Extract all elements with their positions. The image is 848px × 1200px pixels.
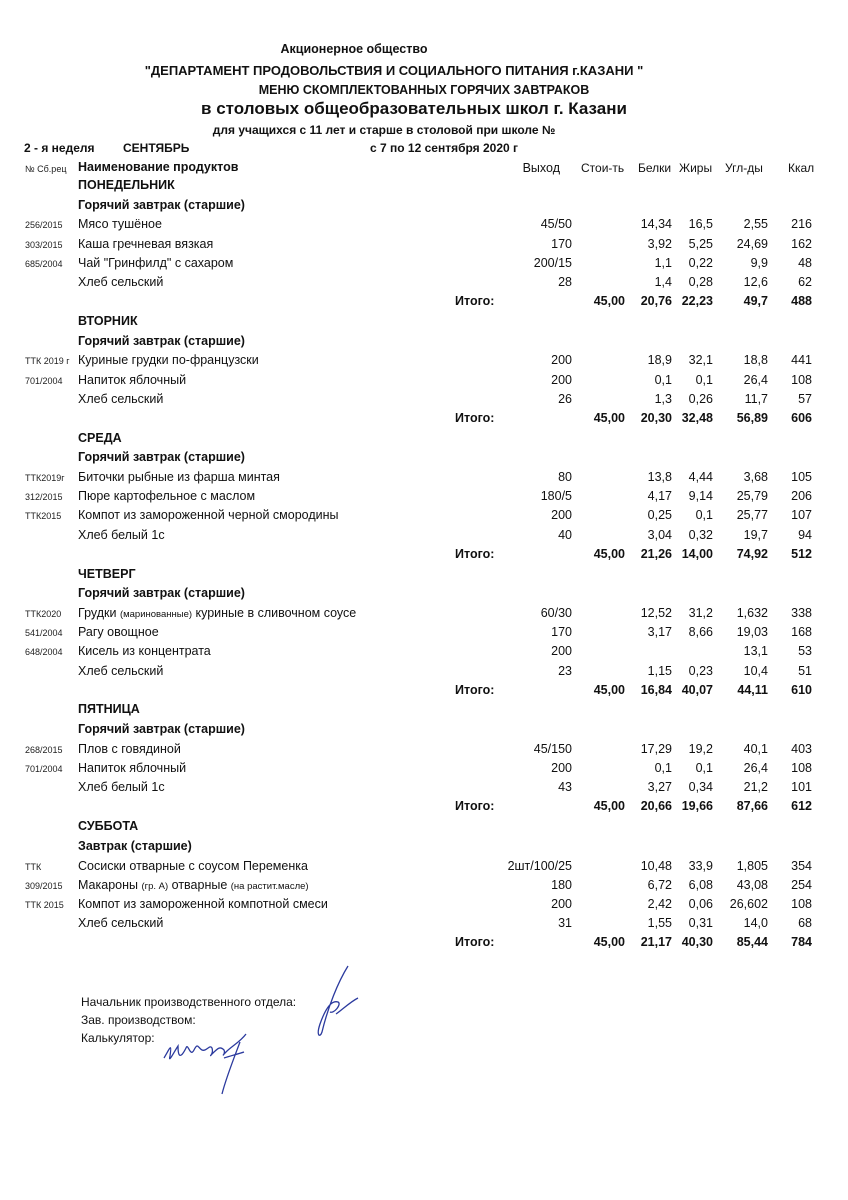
carbs-value: 12,6 (743, 275, 768, 289)
protein-value: 3,92 (647, 236, 672, 251)
output-value: 45/150 (533, 741, 572, 756)
recipe-code: 256/2015 (25, 220, 63, 231)
recipe-code: 268/2015 (25, 744, 63, 755)
protein-value: 1,1 (654, 255, 672, 270)
output-value: 200 (551, 508, 572, 523)
output-value: 28 (558, 275, 572, 289)
total-kcal: 610 (791, 682, 812, 697)
output-value: 200 (551, 896, 572, 911)
carbs-value: 19,03 (736, 625, 768, 640)
dish-name: Куриные грудки по-французски (78, 353, 259, 368)
signature-mark-calculator (160, 1028, 280, 1098)
column-header-protein: Белки (638, 161, 672, 175)
kcal-value: 108 (791, 372, 812, 387)
kcal-value: 51 (798, 663, 812, 678)
kcal-value: 94 (798, 527, 812, 542)
total-fat: 14,00 (681, 546, 713, 561)
total-label: Итого: (455, 546, 495, 561)
fat-value: 0,34 (688, 780, 713, 795)
total-label: Итого: (455, 294, 495, 309)
recipe-code: 312/2015 (25, 492, 63, 503)
fat-value: 0,1 (695, 761, 713, 775)
output-value: 200 (551, 353, 572, 368)
recipe-code: ТТК2019г (25, 473, 65, 483)
header-org-type: Акционерное общество (280, 42, 428, 56)
dish-name: Хлеб сельский (78, 391, 164, 406)
dish-name: Компот из замороженной компотной смеси (78, 896, 328, 911)
protein-value: 12,52 (640, 605, 672, 620)
carbs-value: 14,0 (743, 916, 768, 931)
total-label: Итого: (455, 410, 495, 425)
carbs-value: 19,7 (743, 527, 768, 542)
recipe-code: ТТК (25, 861, 42, 872)
carbs-value: 10,4 (743, 663, 768, 678)
recipe-code: 701/2004 (25, 375, 63, 386)
dish-name (78, 878, 309, 892)
output-value: 80 (558, 470, 572, 484)
total-kcal: 784 (791, 935, 812, 950)
total-label: Итого: (455, 799, 495, 814)
dish-name: Напиток яблочный (78, 761, 187, 775)
protein-value: 6,72 (647, 877, 672, 892)
total-fat: 40,30 (681, 935, 713, 950)
kcal-value: 441 (791, 353, 812, 368)
kcal-value: 206 (791, 489, 812, 504)
column-header-code: № Сб.рец (25, 164, 67, 174)
fat-value: 16,5 (688, 217, 713, 232)
carbs-value: 1,805 (736, 858, 768, 873)
carbs-value: 9,9 (750, 255, 768, 270)
day-heading: ЧЕТВЕРГ (78, 566, 136, 581)
day-heading: СРЕДА (78, 430, 122, 445)
output-value: 45/50 (540, 217, 572, 232)
dish-name: Хлеб сельский (78, 916, 164, 931)
total-carbs: 49,7 (743, 294, 768, 309)
protein-value: 14,34 (640, 217, 672, 232)
carbs-value: 26,4 (743, 372, 768, 387)
week-label: 2 - я неделя (24, 141, 95, 155)
dish-name-part: Грудки (78, 605, 120, 620)
dish-name: Рагу овощное (78, 625, 159, 640)
header-org-name: "ДЕПАРТАМЕНТ ПРОДОВОЛЬСТВИЯ И СОЦИАЛЬНОГО ПИТАНИЯ г.КАЗАНИ " (144, 63, 644, 78)
meal-heading: Горячий завтрак (старшие) (78, 197, 245, 212)
kcal-value: 354 (791, 858, 812, 873)
fat-value: 32,1 (688, 353, 713, 368)
total-cost: 45,00 (593, 799, 625, 814)
output-value: 43 (558, 780, 572, 795)
total-cost: 45,00 (593, 682, 625, 697)
output-value: 31 (558, 916, 572, 931)
signature-production-manager: Зав. производством: (81, 1013, 196, 1027)
kcal-value: 168 (791, 625, 812, 640)
carbs-value: 11,7 (744, 391, 768, 406)
recipe-code: 541/2004 (25, 628, 63, 639)
day-heading: СУББОТА (78, 819, 139, 834)
kcal-value: 162 (791, 236, 812, 251)
meal-heading: Горячий завтрак (старшие) (78, 450, 245, 465)
total-carbs: 74,92 (736, 546, 768, 561)
recipe-code: 309/2015 (25, 880, 63, 891)
fat-value: 33,9 (688, 858, 713, 873)
dish-name: Хлеб белый 1с (78, 527, 165, 542)
total-cost: 45,00 (593, 294, 625, 309)
fat-value: 0,28 (688, 275, 713, 289)
total-label: Итого: (455, 935, 495, 950)
carbs-value: 25,79 (736, 489, 768, 504)
protein-value: 1,15 (647, 663, 672, 678)
carbs-value: 26,4 (743, 761, 768, 775)
recipe-code: 648/2004 (25, 647, 63, 658)
dish-name: Плов с говядиной (78, 741, 181, 756)
total-protein: 16,84 (640, 682, 672, 697)
signature-head-of-production: Начальник производственного отдела: (81, 995, 297, 1009)
recipe-code: ТТК2020 (25, 608, 62, 619)
signature-mark-head (308, 962, 368, 1042)
dish-name-part: куриные в сливочном соусе (192, 605, 357, 620)
protein-value: 0,1 (654, 761, 672, 775)
fat-value: 0,1 (695, 372, 713, 387)
header-schools: в столовых общеобразовательных школ г. Казани (201, 99, 627, 118)
fat-value: 0,23 (688, 663, 713, 678)
kcal-value: 101 (791, 780, 812, 795)
output-value: 170 (551, 625, 572, 640)
fat-value: 4,44 (688, 470, 713, 484)
day-heading: ПЯТНИЦА (78, 702, 140, 717)
kcal-value: 57 (798, 391, 812, 406)
meal-heading: Горячий завтрак (старшие) (78, 333, 245, 348)
kcal-value: 403 (791, 741, 812, 756)
protein-value: 3,27 (647, 780, 672, 795)
fat-value: 19,2 (688, 741, 713, 756)
dish-name: Биточки рыбные из фарша минтая (78, 470, 280, 484)
total-kcal: 488 (791, 294, 812, 309)
carbs-value: 13,1 (743, 644, 768, 659)
kcal-value: 68 (798, 916, 812, 931)
fat-value: 6,08 (688, 877, 713, 892)
output-value: 40 (558, 527, 572, 542)
day-heading: ВТОРНИК (78, 313, 138, 328)
protein-value: 3,04 (647, 527, 672, 542)
fat-value: 0,1 (695, 508, 713, 523)
protein-value: 4,17 (647, 489, 672, 504)
protein-value: 1,4 (654, 275, 672, 289)
dish-name: Сосиски отварные с соусом Переменка (78, 858, 308, 873)
total-protein: 21,17 (640, 935, 672, 950)
column-header-fat: Жиры (679, 161, 713, 175)
fat-value: 5,25 (688, 236, 713, 251)
total-kcal: 512 (791, 546, 812, 561)
total-protein: 20,76 (640, 294, 672, 309)
protein-value: 2,42 (647, 896, 672, 911)
day-heading: ПОНЕДЕЛЬНИК (78, 178, 175, 192)
dish-name: Напиток яблочный (78, 372, 187, 387)
total-kcal: 606 (791, 410, 812, 425)
column-header-carbs: Угл-ды (725, 161, 763, 175)
output-value: 200 (551, 372, 572, 387)
total-cost: 45,00 (593, 935, 625, 950)
column-header-name: Наименование продуктов (78, 160, 239, 174)
dish-name-part: (гр. А) (141, 880, 169, 892)
total-fat: 22,23 (681, 294, 713, 309)
output-value: 60/30 (540, 605, 572, 620)
recipe-code: ТТК2015 (25, 511, 62, 522)
total-carbs: 85,44 (736, 935, 768, 950)
header-audience: для учащихся с 11 лет и старше в столовой при школе № (212, 123, 556, 137)
carbs-value: 1,632 (736, 605, 768, 620)
output-value: 23 (558, 663, 572, 678)
output-value: 170 (551, 236, 572, 251)
dish-name: Пюре картофельное с маслом (78, 489, 256, 504)
dish-name: Чай "Гринфилд" с сахаром (78, 255, 234, 270)
dish-name-part: отварные (168, 877, 231, 892)
protein-value: 3,17 (647, 625, 672, 640)
total-protein: 20,66 (640, 799, 672, 814)
column-header-cost: Стои-ть (581, 161, 625, 175)
total-carbs: 44,11 (737, 682, 768, 697)
protein-value: 0,1 (654, 372, 672, 387)
carbs-value: 24,69 (736, 236, 768, 251)
total-cost: 45,00 (593, 546, 625, 561)
total-cost: 45,00 (593, 410, 625, 425)
signature-stroke (318, 966, 358, 1035)
dish-name-part: Макароны (78, 877, 142, 892)
total-fat: 19,66 (681, 799, 713, 814)
dish-name: Хлеб сельский (78, 663, 164, 678)
carbs-value: 18,8 (743, 353, 768, 368)
carbs-value: 43,08 (736, 877, 768, 892)
output-value: 180 (551, 877, 572, 892)
carbs-value: 21,2 (743, 780, 768, 795)
recipe-code: ТТК 2015 (25, 899, 64, 910)
meal-heading: Горячий завтрак (старшие) (78, 586, 245, 601)
meal-heading: Завтрак (старшие) (78, 838, 192, 853)
dish-name: Каша гречневая вязкая (78, 236, 214, 251)
dish-name: Хлеб белый 1с (78, 780, 165, 795)
dish-name: Хлеб сельский (78, 275, 164, 289)
dish-name-part: (на растит.масле) (230, 880, 309, 892)
output-value: 26 (558, 391, 572, 406)
header-menu-title: МЕНЮ СКОМПЛЕКТОВАННЫХ ГОРЯЧИХ ЗАВТРАКОВ (258, 83, 590, 97)
fat-value: 31,2 (688, 605, 713, 620)
fat-value: 0,31 (688, 916, 713, 931)
dish-name-part: (маринованные) (119, 608, 193, 620)
total-carbs: 87,66 (736, 799, 768, 814)
output-value: 200 (551, 761, 572, 775)
dish-name: Мясо тушёное (78, 217, 162, 232)
carbs-value: 2,55 (743, 217, 768, 232)
fat-value: 8,66 (688, 625, 713, 640)
kcal-value: 108 (791, 761, 812, 775)
total-label: Итого: (455, 682, 495, 697)
fat-value: 9,14 (688, 489, 713, 504)
recipe-code: 685/2004 (25, 258, 63, 269)
kcal-value: 108 (791, 896, 812, 911)
column-header-output: Выход (522, 161, 560, 175)
kcal-value: 48 (798, 255, 812, 270)
carbs-value: 40,1 (743, 741, 768, 756)
kcal-value: 107 (791, 508, 812, 523)
meal-heading: Горячий завтрак (старшие) (78, 722, 245, 737)
fat-value: 0,32 (688, 527, 713, 542)
dish-name: Кисель из концентрата (78, 644, 211, 659)
dish-name (78, 606, 356, 620)
kcal-value: 254 (791, 877, 812, 892)
output-value: 180/5 (540, 489, 572, 504)
fat-value: 0,22 (688, 255, 713, 270)
total-carbs: 56,89 (736, 410, 768, 425)
total-protein: 20,30 (640, 410, 672, 425)
protein-value: 18,9 (647, 353, 672, 368)
total-protein: 21,26 (640, 546, 672, 561)
protein-value: 0,25 (647, 508, 672, 523)
carbs-value: 25,77 (736, 508, 768, 523)
fat-value: 0,26 (688, 391, 713, 406)
date-range: с 7 по 12 сентября 2020 г (370, 141, 519, 155)
output-value: 200 (551, 644, 572, 659)
protein-value: 1,3 (654, 391, 672, 406)
kcal-value: 338 (791, 605, 812, 620)
kcal-value: 53 (798, 644, 812, 659)
kcal-value: 105 (791, 470, 812, 484)
total-kcal: 612 (791, 799, 812, 814)
signature-calculator: Калькулятор: (81, 1031, 155, 1045)
column-header-kcal: Ккал (788, 161, 815, 175)
kcal-value: 216 (791, 217, 812, 232)
signature-stroke (164, 1034, 246, 1094)
fat-value: 0,06 (688, 896, 713, 911)
recipe-code: ТТК 2019 г (25, 356, 70, 367)
total-fat: 40,07 (681, 682, 713, 697)
dish-name: Компот из замороженной черной смородины (78, 508, 339, 523)
kcal-value: 62 (798, 275, 812, 289)
carbs-value: 3,68 (743, 470, 768, 484)
protein-value: 17,29 (640, 741, 672, 756)
total-fat: 32,48 (681, 410, 713, 425)
protein-value: 1,55 (647, 916, 672, 931)
carbs-value: 26,602 (729, 896, 768, 911)
protein-value: 13,8 (647, 470, 672, 484)
output-value: 200/15 (533, 255, 572, 270)
output-value: 2шт/100/25 (507, 858, 572, 873)
recipe-code: 701/2004 (25, 764, 63, 774)
recipe-code: 303/2015 (25, 239, 63, 250)
protein-value: 10,48 (640, 858, 672, 873)
month-label: СЕНТЯБРЬ (123, 141, 190, 155)
